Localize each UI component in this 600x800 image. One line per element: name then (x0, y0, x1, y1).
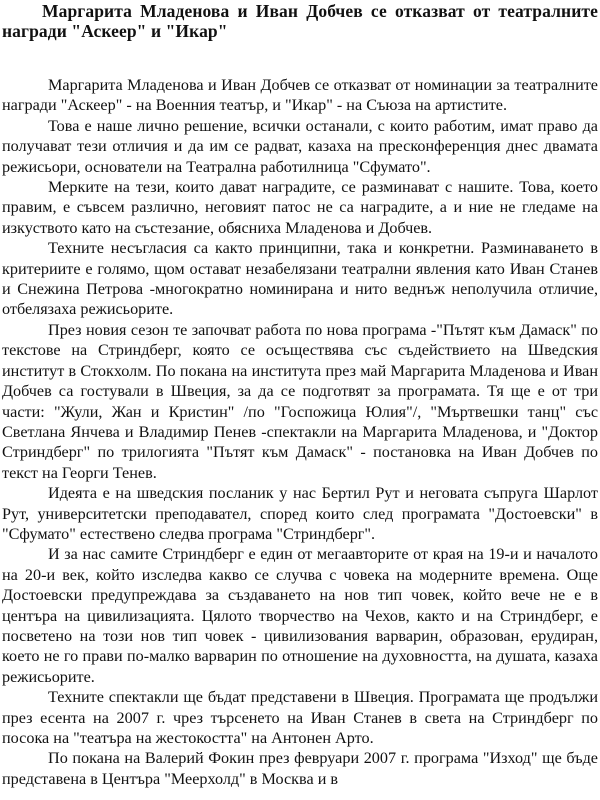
paragraph: Мерките на тези, които дават наградите, се разминават с нашите. Това, което правим, е съвсем различно, неговият патос не са наградите, а и ние не гледаме на изкуството като на състезание, обясниха Младенова и Добчев. (2, 178, 598, 237)
paragraph: Маргарита Младенова и Иван Добчев се отказват от номинации за театралните награди "Аскеер" - на Военния театър, и "Икар" - на Съюза на артистите. (2, 76, 598, 115)
paragraph: По покана на Валерий Фокин през февруари 2007 г. програма "Изход" ще бъде представена в Центъра "Меерхолд" в Москва и в (2, 749, 598, 788)
paragraph: Това е наше лично решение, всички останали, с които работим, имат право да получават тези отличия и да им се радват, казаха на пресконференция днес двамата режисьори, основатели на Театрална работилница "Сфумато". (2, 116, 598, 176)
paragraph: И за нас самите Стриндберг е един от мегаавторите от края на 19-и и началото на 20-и век, който изследва какво се случва с човека на модерните времена. Още Достоевски предупреждава за създаването на нов тип човек, който вече не е в центъра на цивилизацията. Цялото творчество на Чехов, както и на Стриндберг, е посветено на този нов тип човек - цивилизования варварин, образован, ерудиран, което не го прави по-малко варварин по отношение на духовността, на душата, казаха режисьорите. (2, 545, 598, 686)
paragraph: Техните спектакли ще бъдат представени в Швеция. Програмата ще продължи през есента на 2007 г. чрез търсенето на Иван Станев в света на Стриндберг по посока на "театъра на жестокостта" на Антонен Арто. (2, 688, 598, 747)
article-title: Маргарита Младенова и Иван Добчев се отказват от театралните награди "Аскеер" и "Икар" (2, 1, 598, 41)
paragraph: Идеята е на шведския посланик у нас Бертил Рут и неговата съпруга Шарлот Рут, университетски преподавател, според които след програмата "Достоевски" в "Сфумато" естествено следва програма "Стриндберг". (2, 484, 598, 543)
document-page (2, 0, 598, 789)
paragraph: Техните несъгласия са както принципни, така и конкретни. Разминаването в критериите е голямо, щом остават незабелязани театрални явления като Иван Станев и Снежина Петрова -многократно номинирана и нито веднъж неполучила отличие, отбелязаха режисьорите. (2, 239, 598, 319)
paragraph: През новия сезон те започват работа по нова програма -"Пътят към Дамаск" по текстове на Стриндберг, която се осъществява със съдействието на Шведския институт в Стокхолм. По покана на института през май Маргарита Младенова и Иван Добчев са гостували в Швеция, за да се подготвят за програмата. Тя ще е от три части: "Жули, Жан и Кристин" /по "Госпожица Юлия"/, "Мъртвешки танц" със Светлана Янчева и Владимир Пенев -спектакли на Маргарита Младенова, и "Доктор Стриндберг" по трилогията "Пътят към Дамаск" - постановка на Иван Добчев по текст на Георги Тенев. (2, 320, 598, 482)
article-body (2, 75, 598, 789)
